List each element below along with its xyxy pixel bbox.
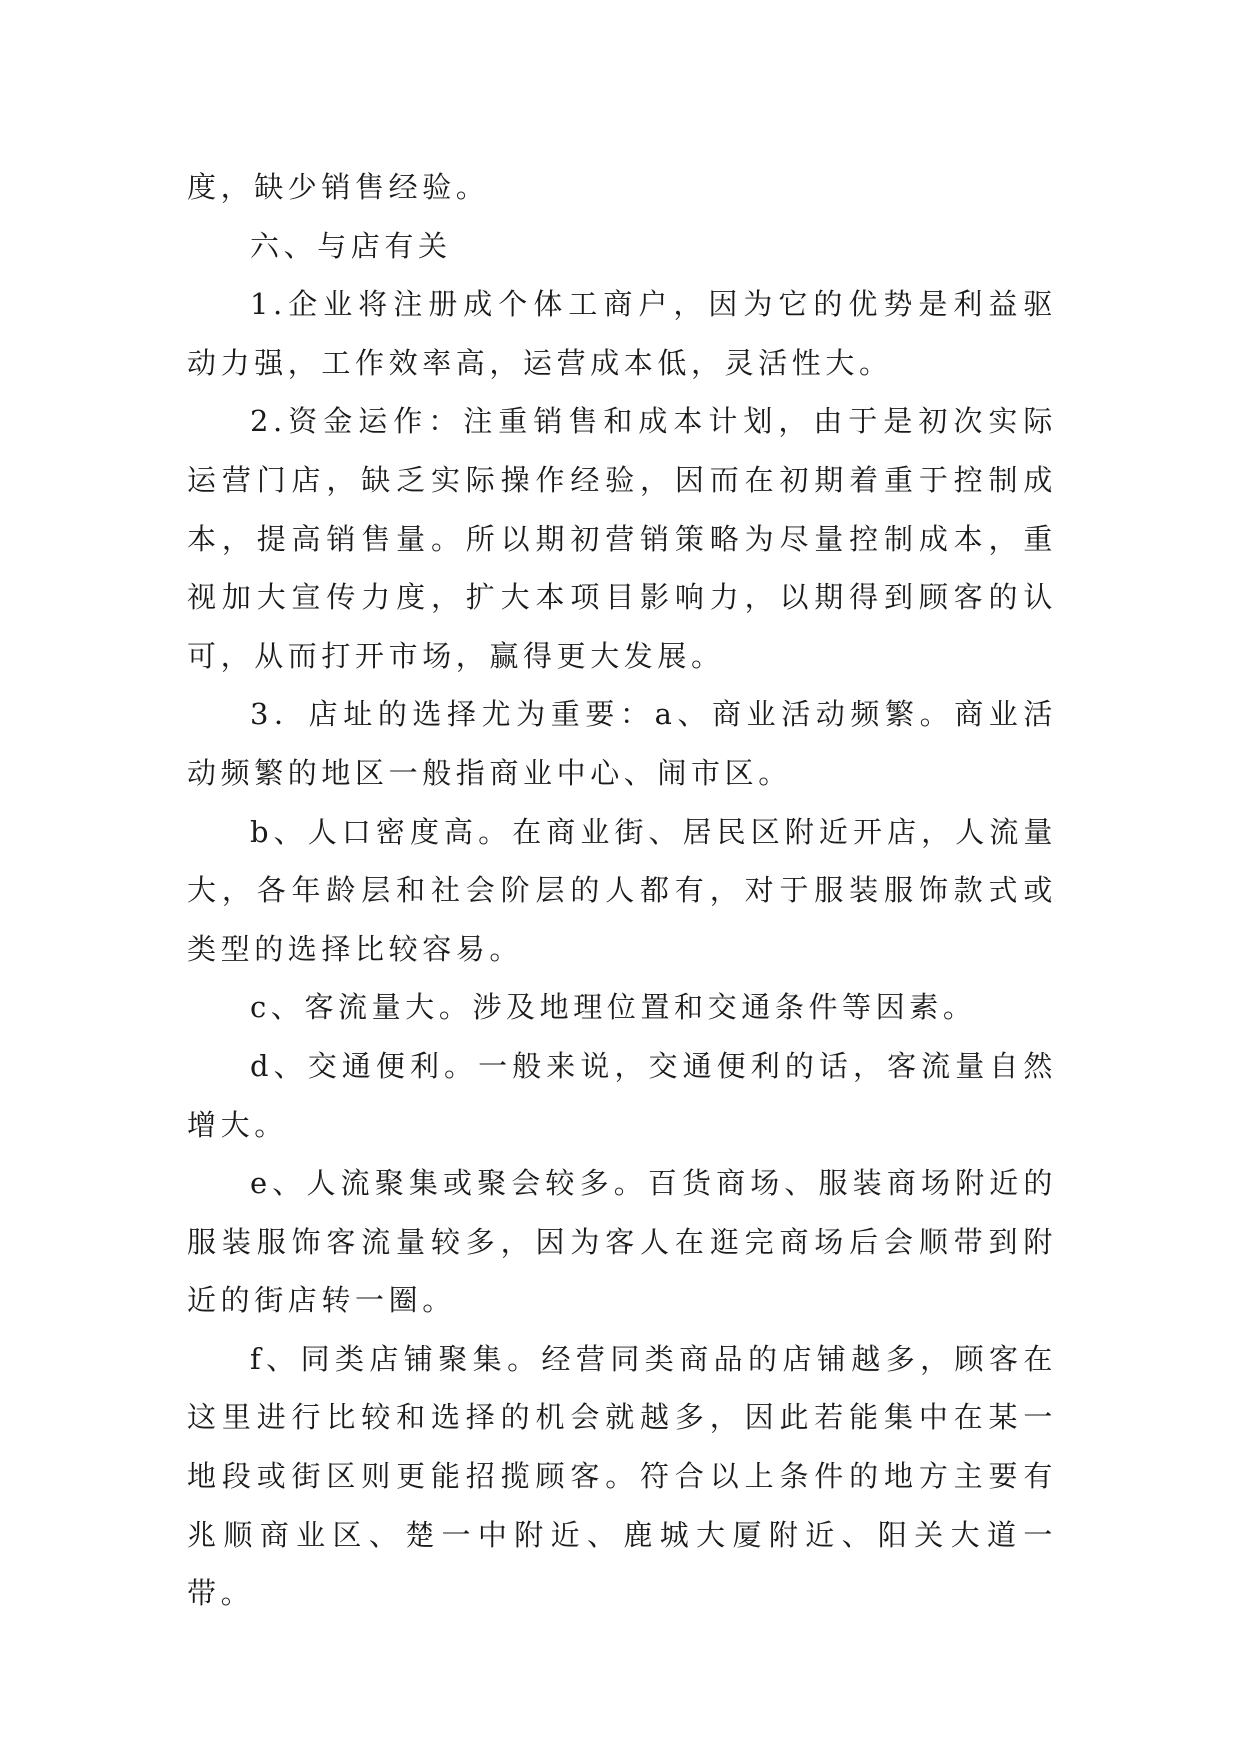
section-heading: 六、与店有关	[250, 228, 452, 263]
paragraph: 3．店址的选择尤为重要：a、商业活动频繁。商业活动频繁的地区一般指商业中心、闹市区。	[187, 697, 1057, 790]
paragraph: 1.企业将注册成个体工商户，因为它的优势是利益驱动力强，工作效率高，运营成本低，灵活性大。	[187, 287, 1057, 380]
paragraph-continuation: 度，缺少销售经验。	[187, 170, 490, 204]
paragraph: c、客流量大。涉及地理位置和交通条件等因素。	[250, 990, 977, 1025]
paragraph: 2.资金运作：注重销售和成本计划，由于是初次实际运营门店，缺乏实际操作经验，因而在初期着重于控制成本，提高销售量。所以期初营销策略为尽量控制成本，重视加大宣传力度，扩大本项目影响力，以期得到顾客的认可，从而打开市场，赢得更大发展。	[187, 404, 1057, 673]
paragraph: d、交通便利。一般来说，交通便利的话，客流量自然增大。	[187, 1048, 1057, 1142]
paragraph: e、人流聚集或聚会较多。百货商场、服装商场附近的服装服饰客流量较多，因为客人在逛完商场后会顺带到附近的街店转一圈。	[187, 1166, 1057, 1318]
paragraph: b、人口密度高。在商业街、居民区附近开店，人流量大，各年龄层和社会阶层的人都有，对于服装服饰款式或类型的选择比较容易。	[187, 814, 1057, 966]
paragraph: f、同类店铺聚集。经营同类商品的店铺越多，顾客在这里进行比较和选择的机会就越多，因此若能集中在某一地段或街区则更能招揽顾客。符合以上条件的地方主要有兆顺商业区、楚一中附近、鹿城大厦附近、阳关大道一带。	[187, 1341, 1057, 1611]
document-body	[187, 158, 1057, 1623]
